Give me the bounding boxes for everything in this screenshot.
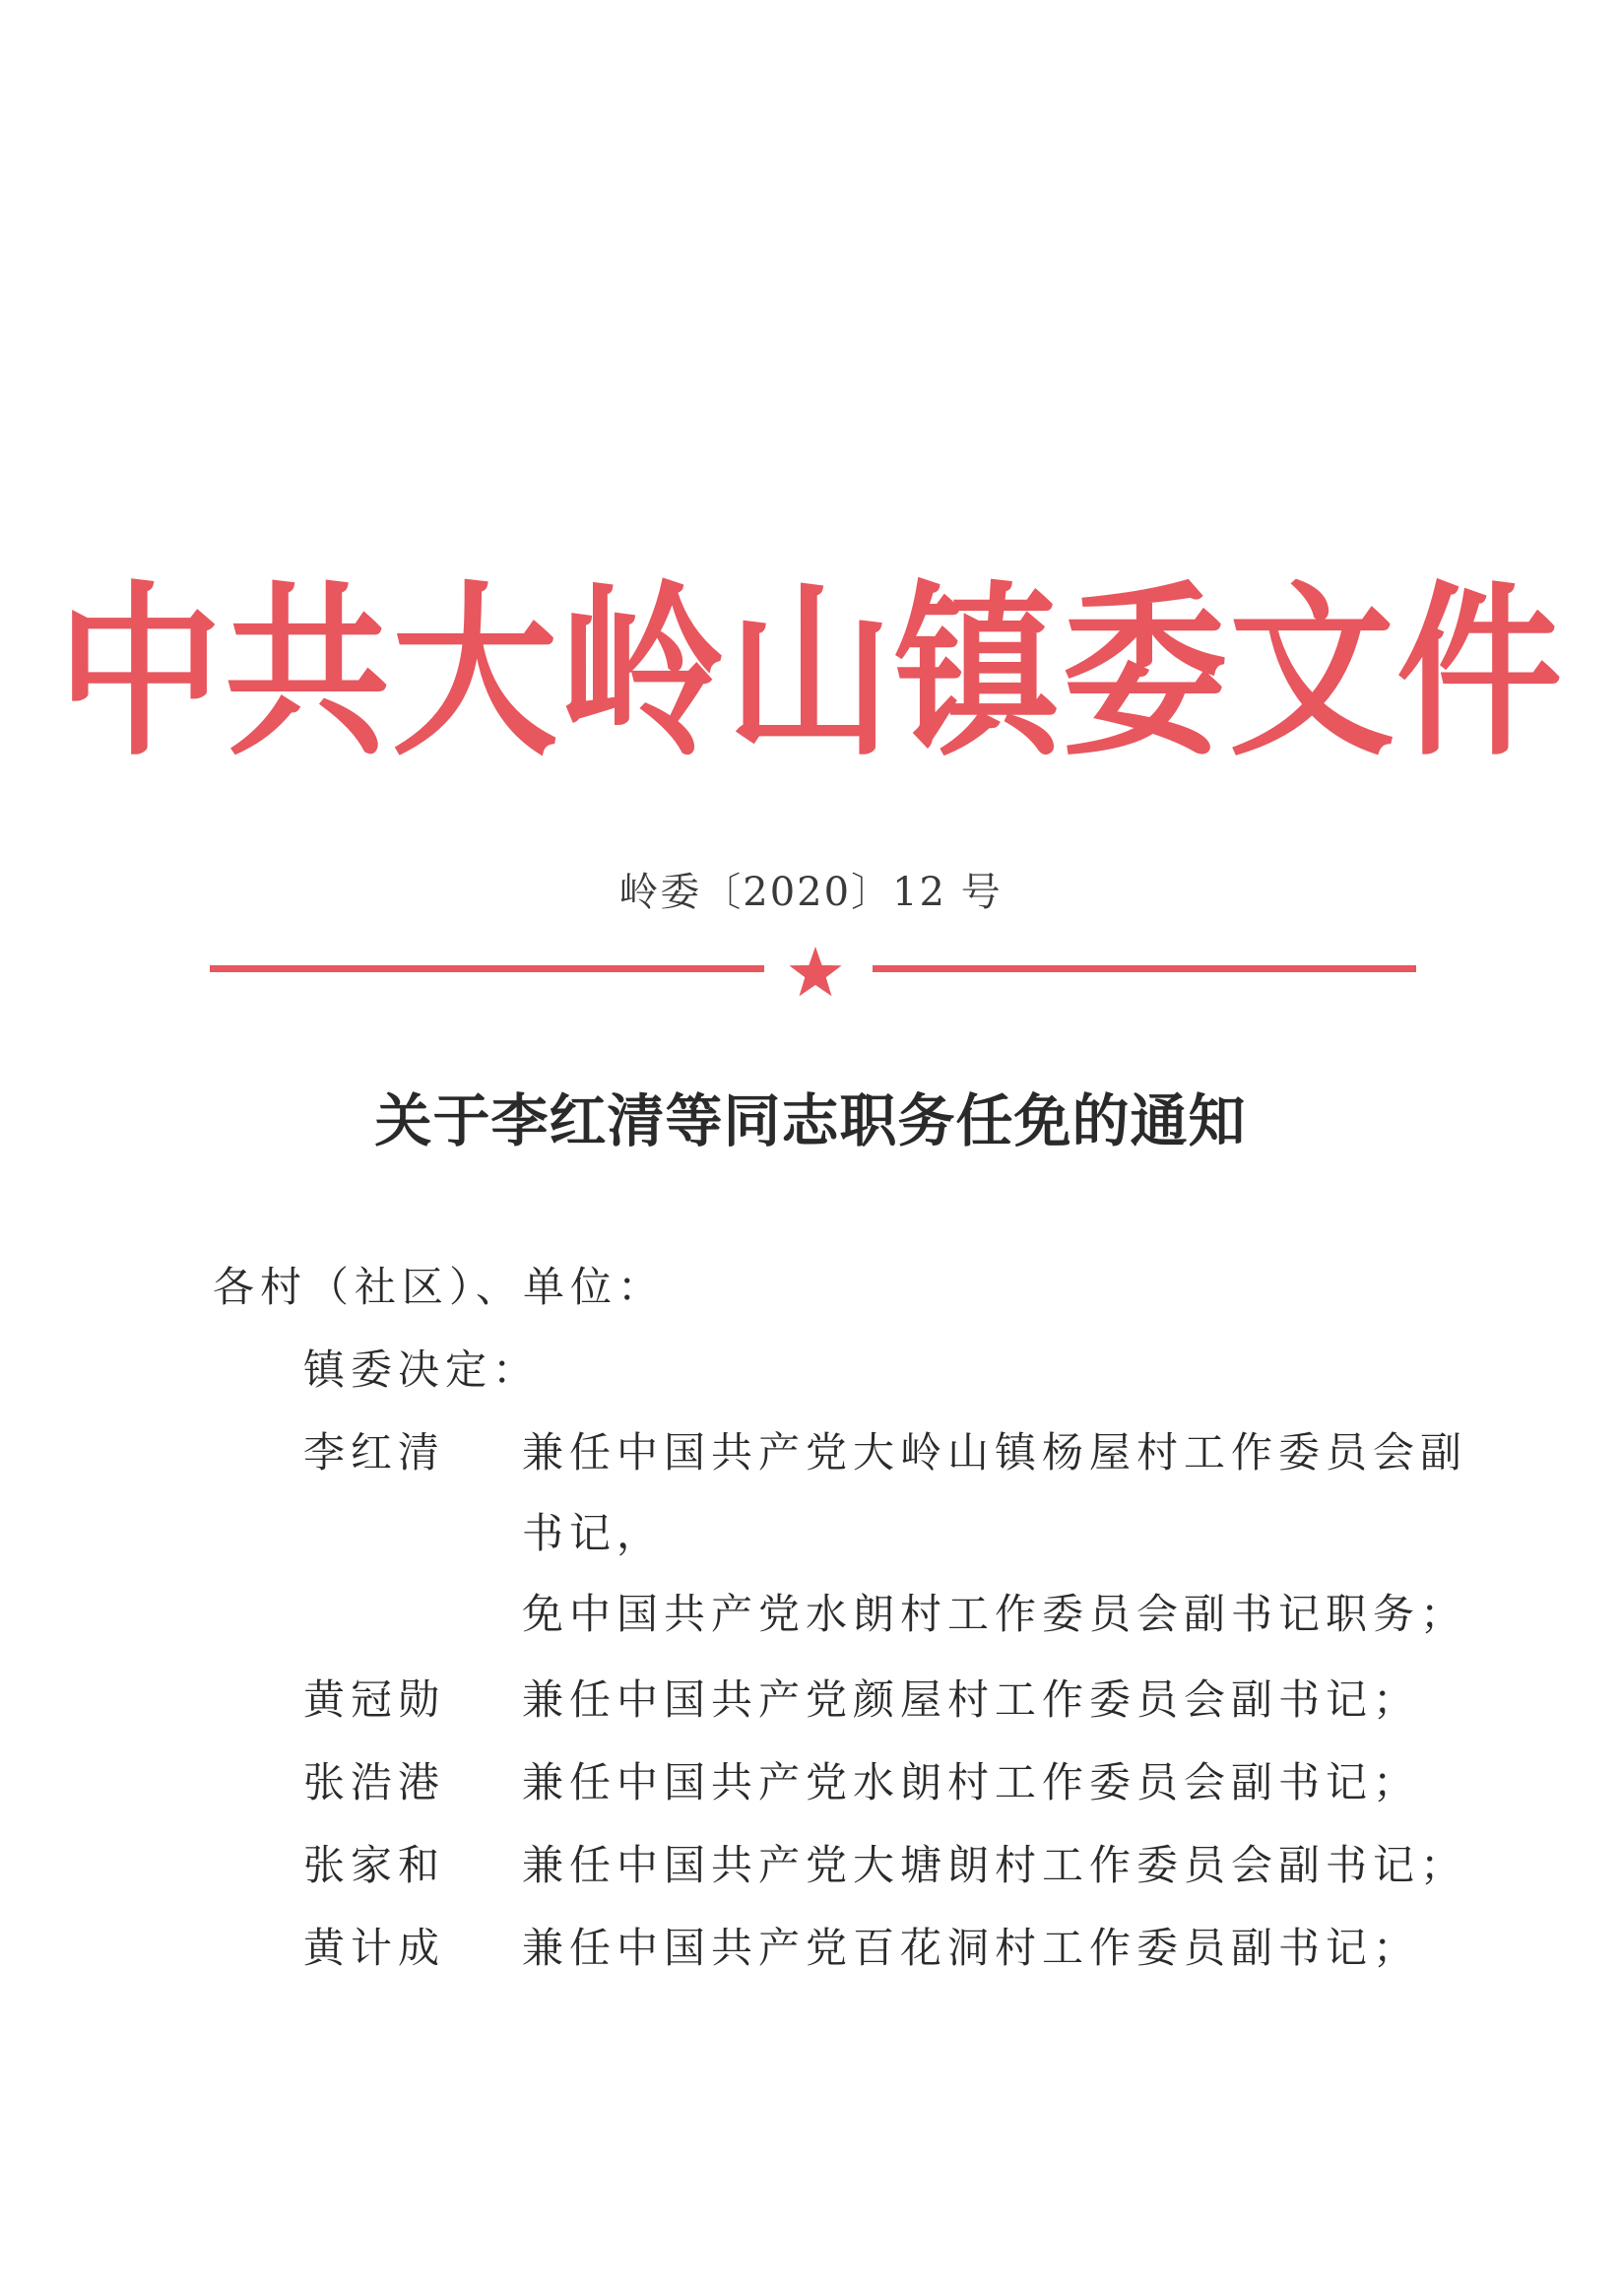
divider-line-left — [210, 965, 764, 972]
appointee-name: 张家和 — [303, 1841, 446, 1889]
duty-line-continued: 书记， — [522, 1509, 665, 1557]
notice-title: 关于李红清等同志职务任免的通知 — [374, 1087, 1247, 1154]
duty-line: 兼任中国共产党大塘朗村工作委员会副书记； — [522, 1841, 1468, 1889]
appointee-name: 黄计成 — [303, 1924, 446, 1972]
appointee-name: 黄冠勋 — [303, 1675, 446, 1724]
appointee-name: 李红清 — [303, 1428, 446, 1476]
masthead-title: 中共大岭山镇委文件 — [57, 564, 1564, 781]
appointment-duties — [522, 1837, 1468, 1918]
duty-line: 兼任中国共产党大岭山镇杨屋村工作委员会副 — [522, 1428, 1468, 1476]
appointee-name: 张浩港 — [303, 1758, 446, 1806]
appointment-duties — [522, 1754, 1421, 1835]
red-divider — [210, 946, 1416, 995]
appointment-duties — [522, 1920, 1421, 2001]
duty-line: 免中国共产党水朗村工作委员会副书记职务； — [522, 1590, 1468, 1638]
appointment-duties — [522, 1424, 1468, 1667]
document-number: 岭委〔2020〕12 号 — [618, 870, 1003, 915]
duty-line: 兼任中国共产党水朗村工作委员会副书记； — [522, 1758, 1421, 1806]
decision-intro: 镇委决定： — [303, 1345, 541, 1394]
divider-line-right — [873, 965, 1416, 972]
appointment-duties — [522, 1672, 1421, 1752]
duty-line: 兼任中国共产党颜屋村工作委员会副书记； — [522, 1675, 1421, 1724]
star-icon — [788, 946, 843, 999]
duty-line: 兼任中国共产党百花洞村工作委员副书记； — [522, 1924, 1421, 1972]
salutation: 各村（社区）、单位： — [213, 1263, 666, 1311]
